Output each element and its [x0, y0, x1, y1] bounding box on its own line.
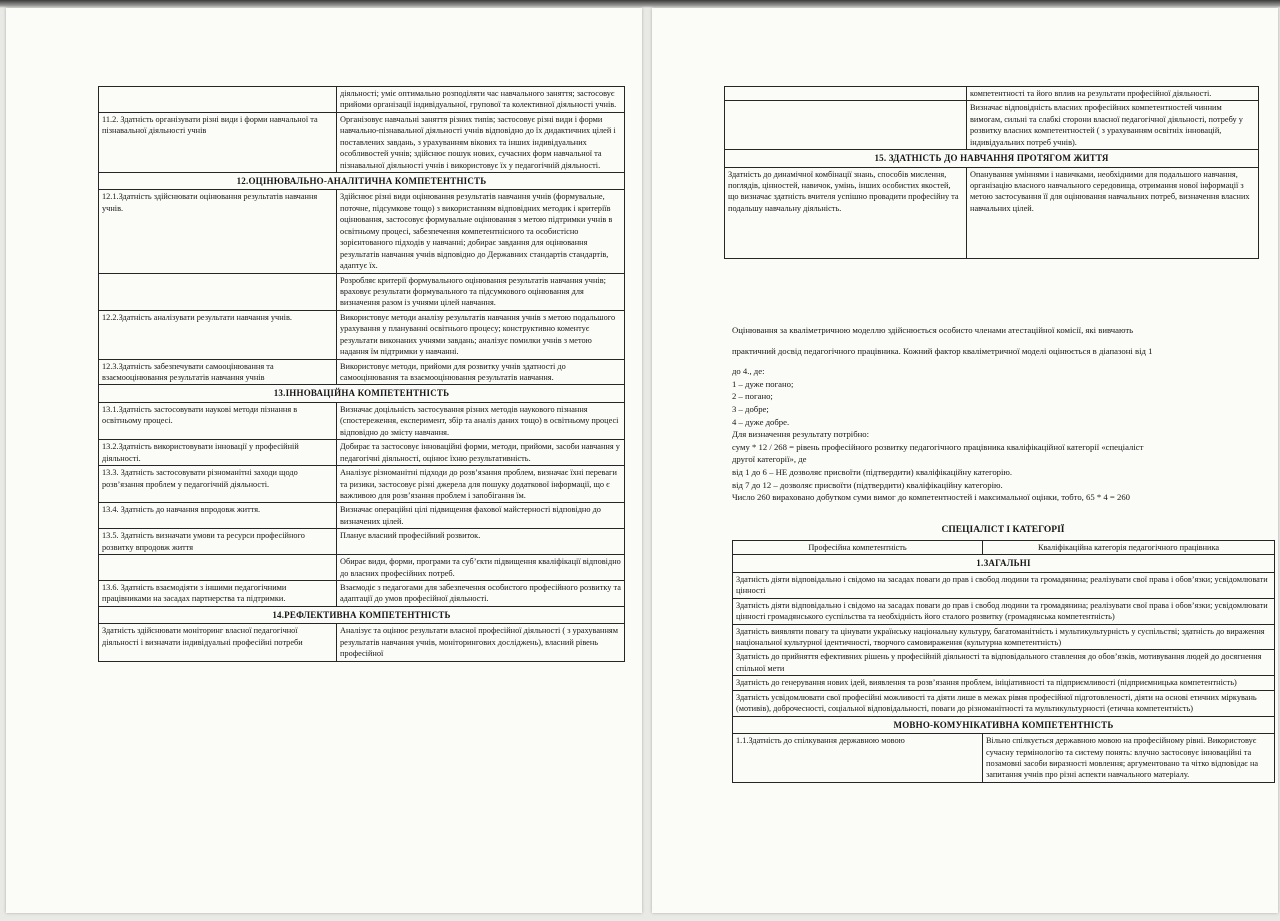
competency-cell: 13.4. Здатність до навчання впродовж життя.: [99, 503, 337, 529]
text-line: від 1 до 6 – НЕ дозволяє присвоїти (підтвердити) кваліфікаційну категорію.: [732, 467, 1013, 478]
section-header-row: [99, 385, 625, 402]
indicator-cell: Опанування уміннями і навичками, необхідними для подальшого навчання, організацію власного навчального середовища, отримання нової інформації з метою застосування її для оцінювання навчальних потреб, визначення власних навчальних цілей.: [967, 167, 1259, 258]
table-row: [99, 555, 625, 581]
competency-text: Здатність виявляти повагу та цінувати українську національну культуру, багатоманітність і мультикультурність у суспільстві; здатність до вираження національної культурної ідентичності, творчого самовираження (культурна компетентність): [733, 624, 1275, 650]
indicator-cell: Взаємодіє з педагогами для забезпечення особистого професійного розвитку та адаптації до умов професійної діяльності.: [337, 581, 625, 607]
table-row: [99, 310, 625, 359]
indicator-cell: компетентності та його вплив на результати професійної діяльності.: [967, 87, 1259, 101]
competency-cell: [725, 87, 967, 101]
section-header-row: [733, 555, 1275, 572]
text-line: до 4., де:: [732, 366, 765, 377]
indicator-cell: Добирає та застосовує інноваційні форми, методи, прийоми, засоби навчання у педагогічні діяльності, оцінює їхню результативність.: [337, 440, 625, 466]
evaluation-text: [732, 324, 1272, 504]
table-row: [99, 402, 625, 439]
competency-cell: 13.2.Здатність використовувати інновації у професійній діяльності.: [99, 440, 337, 466]
indicator-cell: Організовує навчальні заняття різних типів; застосовує різні види і форми навчально-пізнавальної діяльності учнів відповідно до їх дидактичних цілей і поставлених завдань, з урахуванням вікових та інших індивідуальних особливостей учнів; здійснює пошук нових, сучасних форм навчальної та пізнавальної діяльності учнів і використовує їх у педагогічній діяльності.: [337, 112, 625, 172]
section-title: 14.РЕФЛЕКТИВНА КОМПЕТЕНТНІСТЬ: [99, 606, 625, 623]
competency-cell: [99, 555, 337, 581]
left-page: [6, 8, 642, 913]
indicator-cell: Визначає операційні цілі підвищення фахової майстерності відповідно до визначених цілей.: [337, 503, 625, 529]
competency-cell: 12.2.Здатність аналізувати результати навчання учнів.: [99, 310, 337, 359]
indicator-cell: Обирає види, форми, програми та суб’єкти підвищення кваліфікації відповідно до власних професійних потреб.: [337, 555, 625, 581]
indicator-cell: діяльності; уміє оптимально розподіляти час навчального заняття; застосовує прийоми організації індивідуальної, групової та колективної діяльності учнів.: [337, 87, 625, 113]
section-title: 1.ЗАГАЛЬНІ: [733, 555, 1275, 572]
section-header-row: [725, 150, 1259, 167]
indicator-cell: Використовує методи аналізу результатів навчання учнів з метою подальшого урахування у плануванні освітнього процесу; конструктивно коментує результати виконаних учнями завдань; аналізує помилки учнів з метою надання їм підтримки у навчанні.: [337, 310, 625, 359]
table-row: [733, 734, 1275, 783]
table-row: [99, 466, 625, 503]
section-title: МОВНО-КОМУНІКАТИВНА КОМПЕТЕНТНІСТЬ: [733, 716, 1275, 733]
text-line: Число 260 вираховано добутком суми вимог до компетентностей і максимальної оцінки, тобто, 65 * 4 = 260: [732, 492, 1131, 503]
section-header-row: [733, 716, 1275, 733]
table-row: [99, 190, 625, 273]
indicator-cell: Аналізує та оцінює результати власної професійної діяльності ( з урахуванням результатів навчання учнів, моніторингових досліджень), власний рівень професійної: [337, 624, 625, 661]
competency-text: Здатність до прийняття ефективних рішень у професійній діяльності та відповідального ставлення до обов’язків, мотивування людей до досягнення спільної мети: [733, 650, 1275, 676]
competency-row: [733, 624, 1275, 650]
text-line: другої категорії», де: [732, 454, 807, 465]
competency-cell: [725, 101, 967, 150]
section-title: 15. ЗДАТНІСТЬ ДО НАВЧАННЯ ПРОТЯГОМ ЖИТТЯ: [725, 150, 1259, 167]
text-line: 3 – добре;: [732, 404, 769, 415]
table-row: [725, 101, 1259, 150]
right-page: [652, 8, 1278, 913]
text-line: Оцінювання за кваліметричною моделлю здійснюється особисто членами атестаційної комісії, які вивчають: [732, 325, 1134, 335]
indicator-cell: Аналізує різноманітні підходи до розв’язання проблем, визначає їхні переваги та ризики, застосовує різні джерела для пошуку додаткової інформації, що є важливою для розв’язання проблем і запобігання їм.: [337, 466, 625, 503]
indicator-cell: Вільно спілкується державною мовою на професійному рівні. Використовує сучасну термінологію та систему понять: влучно застосовує інноваційні та позамовні засоби виразності мовлення; аргументовано та чітко відповідає на запитання учнів про різні аспекти навчального матеріалу.: [983, 734, 1275, 783]
table-row: [99, 503, 625, 529]
table-row: [99, 440, 625, 466]
competency-cell: 13.6. Здатність взаємодіяти з іншими педагогічними працівниками на засадах партнерства та підтримки.: [99, 581, 337, 607]
category-title: СПЕЦІАЛІСТ І КАТЕГОРІЇ: [941, 525, 1065, 535]
table-row: [725, 167, 1259, 258]
competency-cell: 12.1.Здатність здійснювати оцінювання результатів навчання учнів.: [99, 190, 337, 273]
table-row: [99, 359, 625, 385]
indicator-cell: Здійснює різні види оцінювання результатів навчання учнів (формувальне, поточне, підсумкове тощо) з використанням відповідних методик і критеріїв оцінювання, застосовує формувальне оцінювання з метою підтримки учнів в освітньому процесі, забезпечення компетентнісного та особистісно зорієнтованого підходів у навчанні; добирає завдання для оцінювання результатів навчання учнів відповідно до Державних стандартів стандартів, адаптує їх.: [337, 190, 625, 273]
header-cell-competency: Професійна компетентність: [733, 541, 983, 555]
indicator-cell: Визначає відповідність власних професійних компетентностей чинним вимогам, сильні та слабкі сторони власної педагогічної діяльності, потребу у розвитку власних компетентностей ( з урахуванням освітніх інновацій, індивідуальних потреб учнів).: [967, 101, 1259, 150]
competency-row: [733, 690, 1275, 716]
indicator-cell: Розробляє критерії формувального оцінювання результатів навчання учнів; враховує результати формувального та підсумкового оцінювання для визначення разом із учнями цілей навчання.: [337, 273, 625, 310]
competency-cell: 13.5. Здатність визначати умови та ресурси професійного розвитку впродовж життя: [99, 529, 337, 555]
section-title: 13.ІННОВАЦІЙНА КОМПЕТЕНТНІСТЬ: [99, 385, 625, 402]
competency-text: Здатність до генерування нових ідей, виявлення та розв’язання проблем, ініціативності та підприємливості (підприємницька компетентність): [733, 676, 1275, 690]
table-row: [99, 529, 625, 555]
competency-cell: 13.3. Здатність застосовувати різноманітні заходи щодо розв’язання проблем у педагогічній діяльності.: [99, 466, 337, 503]
text-line: суму * 12 / 268 = рівень професійного розвитку педагогічного працівника кваліфікаційної категорії «спеціаліст: [732, 441, 1144, 452]
header-cell-category: Кваліфікаційна категорія педагогічного працівника: [983, 541, 1275, 555]
table-row: [99, 112, 625, 172]
scan-edge: [0, 0, 1280, 8]
competency-table-left: [98, 86, 625, 662]
section-title: 12.ОЦІНЮВАЛЬНО-АНАЛІТИЧНА КОМПЕТЕНТНІСТЬ: [99, 173, 625, 190]
text-line: 4 – дуже добре.: [732, 416, 790, 427]
category-table: [732, 540, 1275, 783]
table-row: [99, 87, 625, 113]
text-line: від 7 до 12 – дозволяє присвоїти (підтвердити) кваліфікаційну категорію.: [732, 479, 1003, 490]
table-row: [725, 87, 1259, 101]
text-line: практичний досвід педагогічного працівника. Кожний фактор кваліметричної моделі оцінюється в діапазоні від 1: [732, 345, 1153, 356]
competency-row: [733, 650, 1275, 676]
category-header-row: [733, 541, 1275, 555]
text-line: 2 – погано;: [732, 391, 773, 402]
competency-cell: 13.1.Здатність застосовувати наукові методи пізнання в освітньому процесі.: [99, 402, 337, 439]
competency-row: [733, 676, 1275, 690]
competency-cell: 11.2. Здатність організувати різні види і форми навчальної та пізнавальної діяльності учнів: [99, 112, 337, 172]
competency-cell: Здатність здійснювати моніторинг власної педагогічної діяльності і визначати індивідуальні професійні потреби: [99, 624, 337, 661]
competency-cell: 1.1.Здатність до спілкування державною мовою: [733, 734, 983, 783]
text-line: Для визначення результату потрібно:: [732, 429, 870, 440]
competency-cell: [99, 273, 337, 310]
competency-cell: [99, 87, 337, 113]
text-line: 1 – дуже погано;: [732, 378, 794, 389]
competency-cell: Здатність до динамічної комбінації знань, способів мислення, поглядів, цінностей, навичок, умінь, інших особистих якостей, що визначає здатність вчителя успішно провадити професійну та подальшу навчальну діяльність.: [725, 167, 967, 258]
table-row: [99, 273, 625, 310]
competency-text: Здатність усвідомлювати свої професійні можливості та діяти лише в межах рівня професійної підготовленості, діяти на основі етичних міркувань (мотивів), доброчесності, соціальної відповідальності, поваги до різноманітності та мультикультурності (етична компетентність): [733, 690, 1275, 716]
indicator-cell: Планує власний професійний розвиток.: [337, 529, 625, 555]
competency-cell: 12.3.Здатність забезпечувати самооцінювання та взаємооцінювання результатів навчання учнів: [99, 359, 337, 385]
competency-text: Здатність діяти відповідально і свідомо на засадах поваги до прав і свобод людини та громадянина; реалізувати свої права і обов’язки; усвідомлювати цінності громадянського суспільства та необхідність його сталого розвитку (громадянська компетентність): [733, 598, 1275, 624]
competency-row: [733, 572, 1275, 598]
indicator-cell: Визначає доцільність застосування різних методів наукового пізнання (спостереження, експеримент, збір та аналіз даних тощо) в освітньому процесі відповідно до змісту навчання.: [337, 402, 625, 439]
section-header-row: [99, 606, 625, 623]
section-header-row: [99, 173, 625, 190]
competency-table-right: [724, 86, 1259, 259]
table-row: [99, 624, 625, 661]
table-row: [99, 581, 625, 607]
competency-row: [733, 598, 1275, 624]
competency-text: Здатність діяти відповідально і свідомо на засадах поваги до прав і свобод людини та громадянина; реалізувати свої права і обов’язки; усвідомлювати цінності: [733, 572, 1275, 598]
indicator-cell: Використовує методи, прийоми для розвитку учнів здатності до самооцінювання та взаємооцінювання результатів навчання.: [337, 359, 625, 385]
